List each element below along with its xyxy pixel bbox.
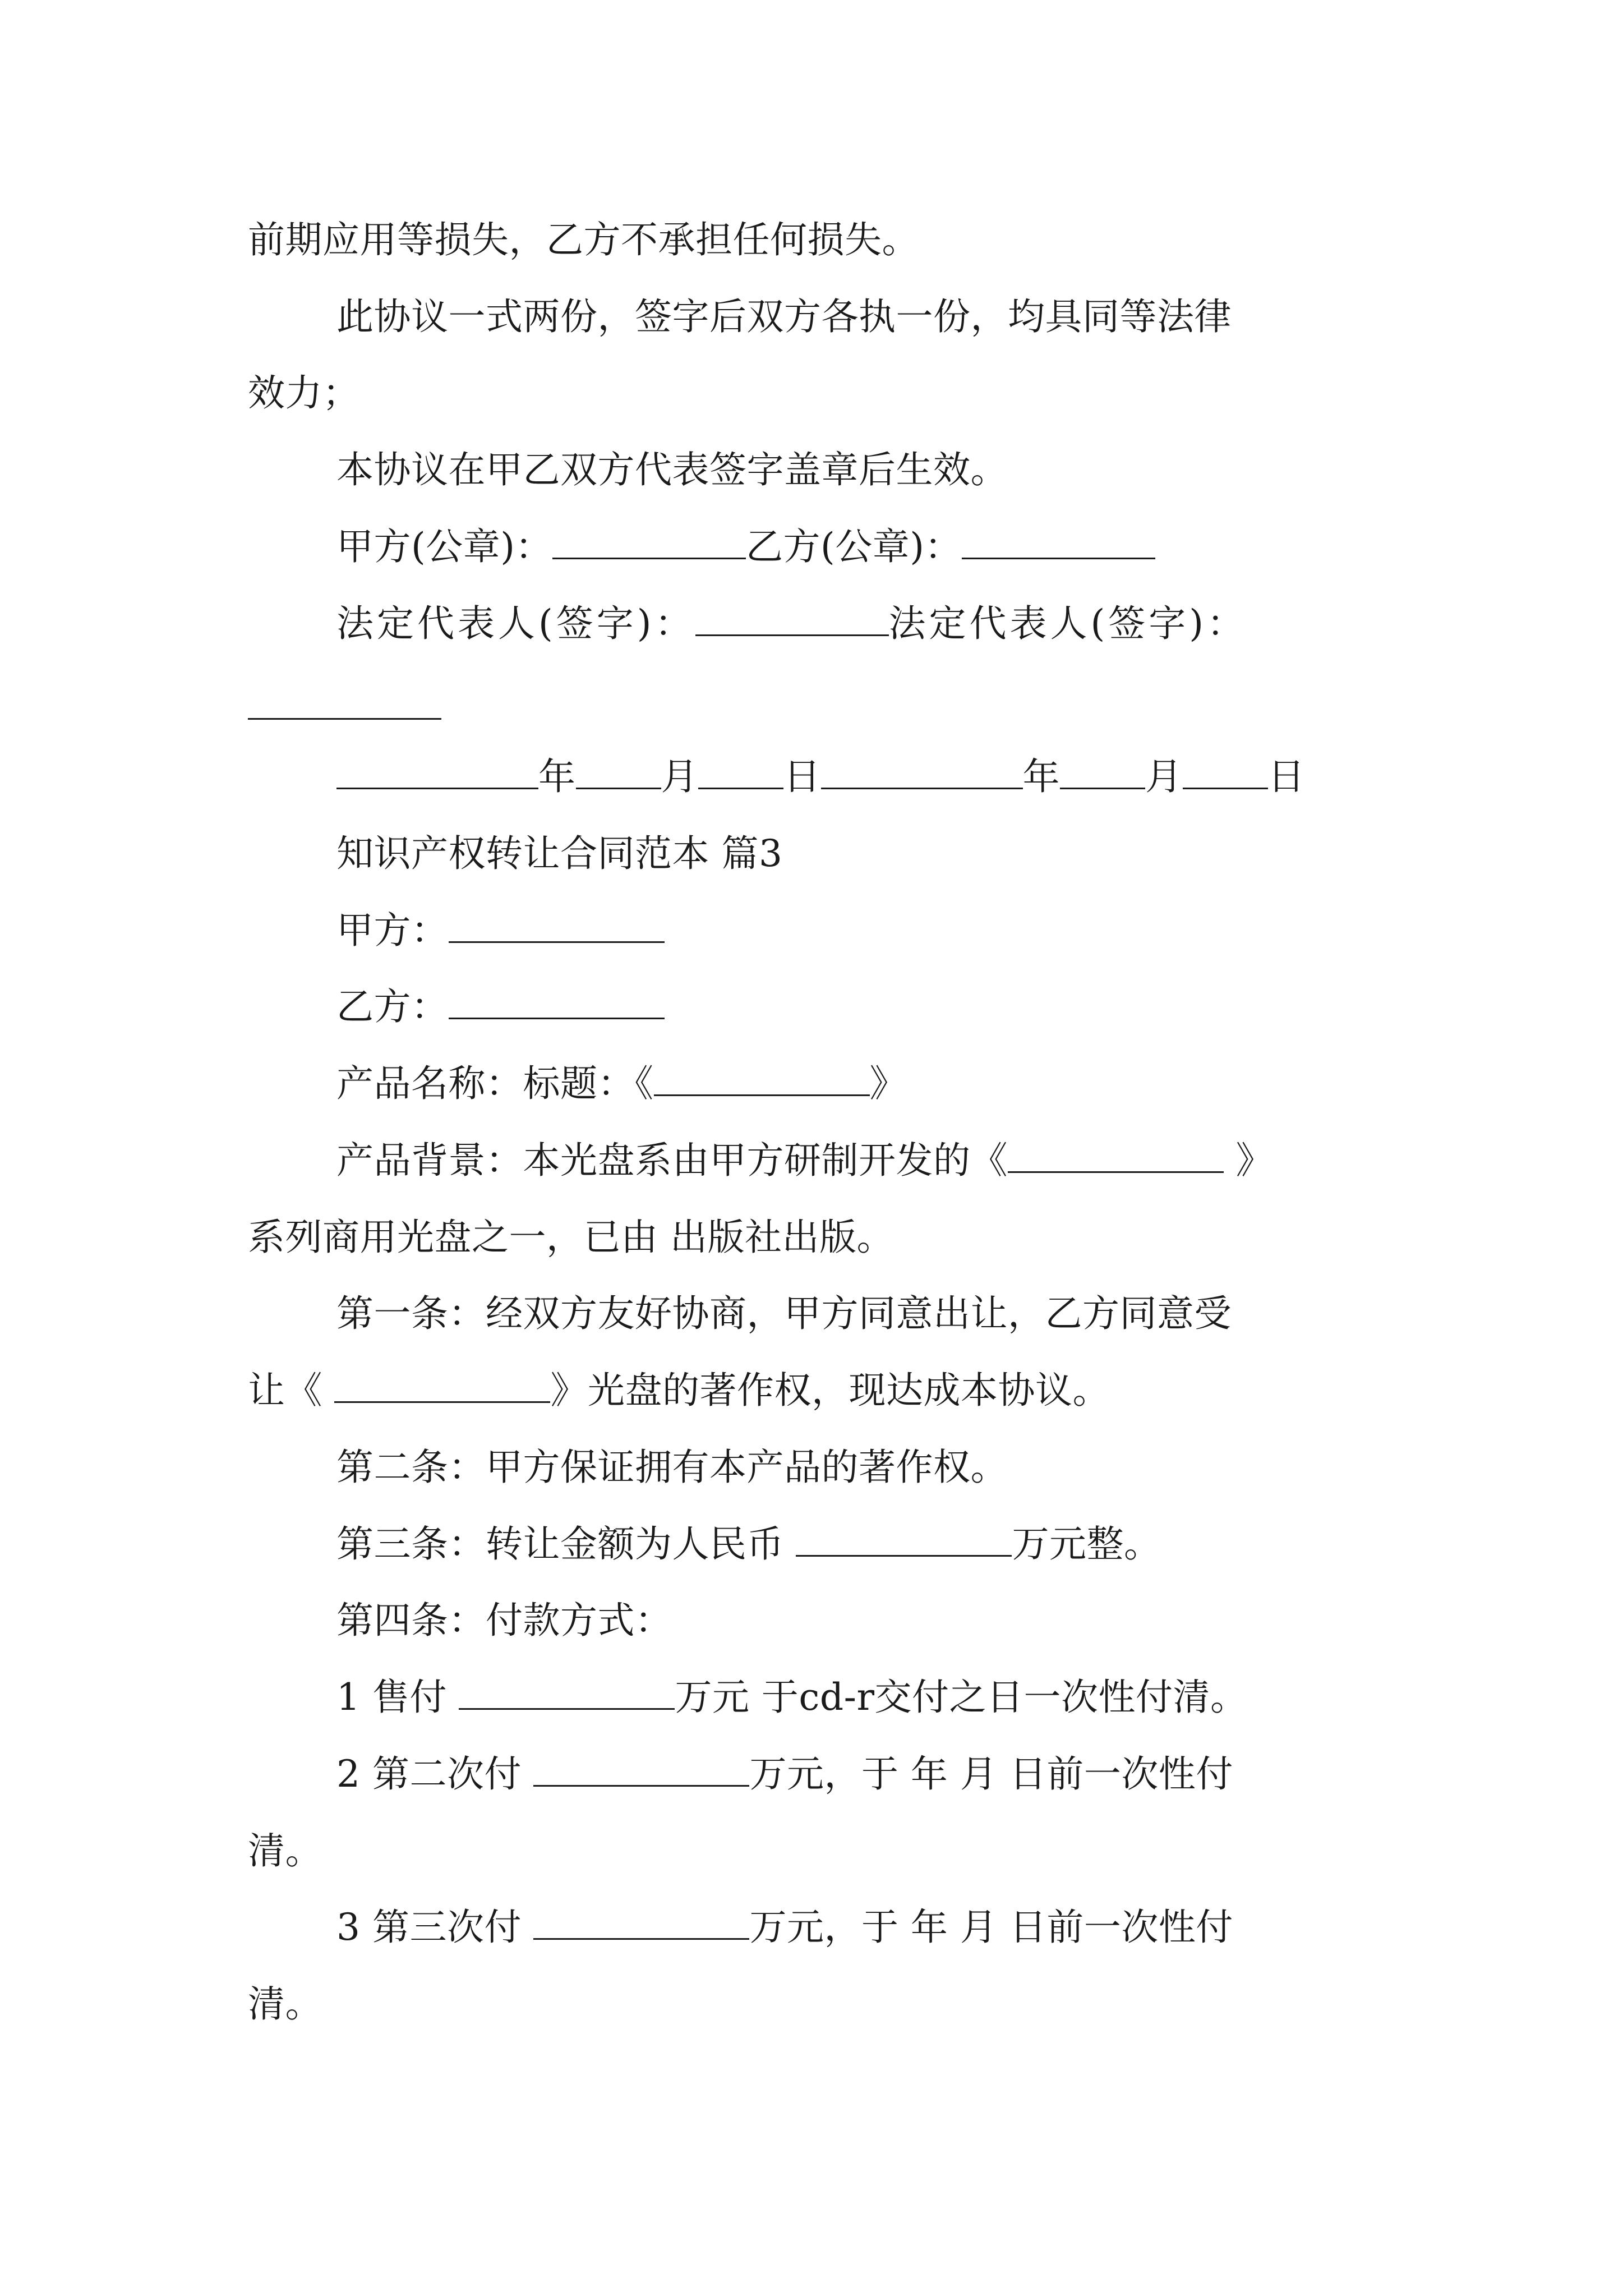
party-b-rep-label: 法定代表人(签字)：: [888, 602, 1247, 645]
text: 》: [869, 1062, 907, 1105]
date-blank: [1183, 753, 1268, 789]
disc-title-blank: [334, 1366, 550, 1403]
date-line: [336, 752, 1305, 802]
text: 前期应用等损失，乙方不承担任何损失。: [248, 218, 919, 261]
text: 第二条：甲方保证拥有本产品的著作权。: [336, 1446, 1008, 1489]
paragraph-line: [336, 1519, 1161, 1570]
text: 》: [1224, 1139, 1273, 1182]
paragraph-line: [248, 1365, 1110, 1416]
party-a-label: 甲方：: [336, 909, 449, 952]
paragraph-line: [336, 1289, 1232, 1339]
text: 1 售付: [336, 1676, 459, 1719]
party-a-seal-label: 甲方(公章)：: [336, 525, 552, 568]
year-label: 年: [1022, 755, 1060, 798]
party-a-seal-blank: [552, 523, 746, 559]
paragraph-line: [336, 292, 1232, 342]
month-label: 月: [661, 755, 698, 798]
heading-text: 知识产权转让合同范本 篇3: [336, 832, 783, 875]
party-a-line: [336, 905, 665, 956]
party-b-label: 乙方：: [336, 985, 449, 1028]
day-label: 日: [783, 755, 821, 798]
party-b-blank: [449, 983, 665, 1019]
text: 第三条：转让金额为人民币: [336, 1522, 796, 1566]
party-b-line: [336, 982, 665, 1032]
paragraph-line: [336, 445, 1008, 495]
date-blank: [1060, 753, 1145, 789]
section-heading: [336, 829, 782, 879]
text: 让《: [248, 1369, 335, 1412]
text: 万元，于 年 月 日前一次性付: [749, 1906, 1233, 1949]
paragraph-line: [248, 215, 919, 265]
date-blank: [336, 753, 538, 789]
text: 2 第二次付: [336, 1752, 534, 1796]
date-blank: [576, 753, 661, 789]
text: 本协议在甲乙双方代表签字盖章后生效。: [336, 448, 1008, 491]
day-label: 日: [1267, 755, 1305, 798]
product-title-blank: [654, 1060, 870, 1096]
text: 3 第三次付: [336, 1906, 534, 1949]
paragraph-line: [248, 368, 360, 418]
payment-line: [336, 1749, 1233, 1800]
month-label: 月: [1145, 755, 1183, 798]
year-label: 年: [538, 755, 576, 798]
text: 万元，于 年 月 日前一次性付: [749, 1752, 1233, 1796]
payment-amount-blank: [459, 1673, 675, 1710]
paragraph-line: [248, 1826, 322, 1876]
paragraph-line: [336, 1595, 672, 1646]
text: 第一条：经双方友好协商，甲方同意出让，乙方同意受: [336, 1292, 1232, 1335]
signature-line: [336, 599, 1247, 649]
text: 第四条：付款方式：: [336, 1599, 672, 1642]
seal-line: [336, 522, 1155, 572]
text: 万元整。: [1012, 1522, 1161, 1566]
party-b-seal-label: 乙方(公章)：: [746, 525, 962, 568]
text: 》光盘的著作权，现达成本协议。: [550, 1369, 1110, 1412]
text: 产品背景：本光盘系由甲方研制开发的《: [336, 1139, 1008, 1182]
product-name-label: 产品名称：标题：《: [336, 1062, 654, 1105]
amount-blank: [796, 1520, 1012, 1557]
paragraph-line: [336, 1442, 1008, 1493]
text: 清。: [248, 1829, 322, 1872]
party-a-rep-label: 法定代表人(签字)：: [336, 602, 695, 645]
payment-amount-blank: [533, 1750, 749, 1787]
product-name-line: [336, 1059, 907, 1109]
text: 万元 于cd-r交付之日一次性付清。: [675, 1676, 1248, 1719]
text: 清。: [248, 1982, 322, 2026]
text: 此协议一式两份，签字后双方各执一份，均具同等法律: [336, 295, 1232, 338]
paragraph-line: [248, 1979, 322, 2030]
paragraph-line: [248, 1212, 894, 1263]
date-blank: [821, 753, 1023, 789]
paragraph-line: [336, 1135, 1273, 1186]
party-b-seal-blank: [962, 523, 1155, 559]
payment-line: [336, 1672, 1248, 1723]
payment-amount-blank: [533, 1903, 749, 1940]
text: 效力；: [248, 371, 360, 415]
text: 系列商用光盘之一，已由 出版社出版。: [248, 1216, 894, 1259]
date-blank: [698, 753, 783, 789]
series-title-blank: [1008, 1137, 1224, 1173]
party-a-rep-blank: [695, 600, 889, 636]
party-a-blank: [449, 907, 665, 943]
payment-line: [336, 1902, 1233, 1953]
party-b-rep-blank: [248, 717, 441, 720]
